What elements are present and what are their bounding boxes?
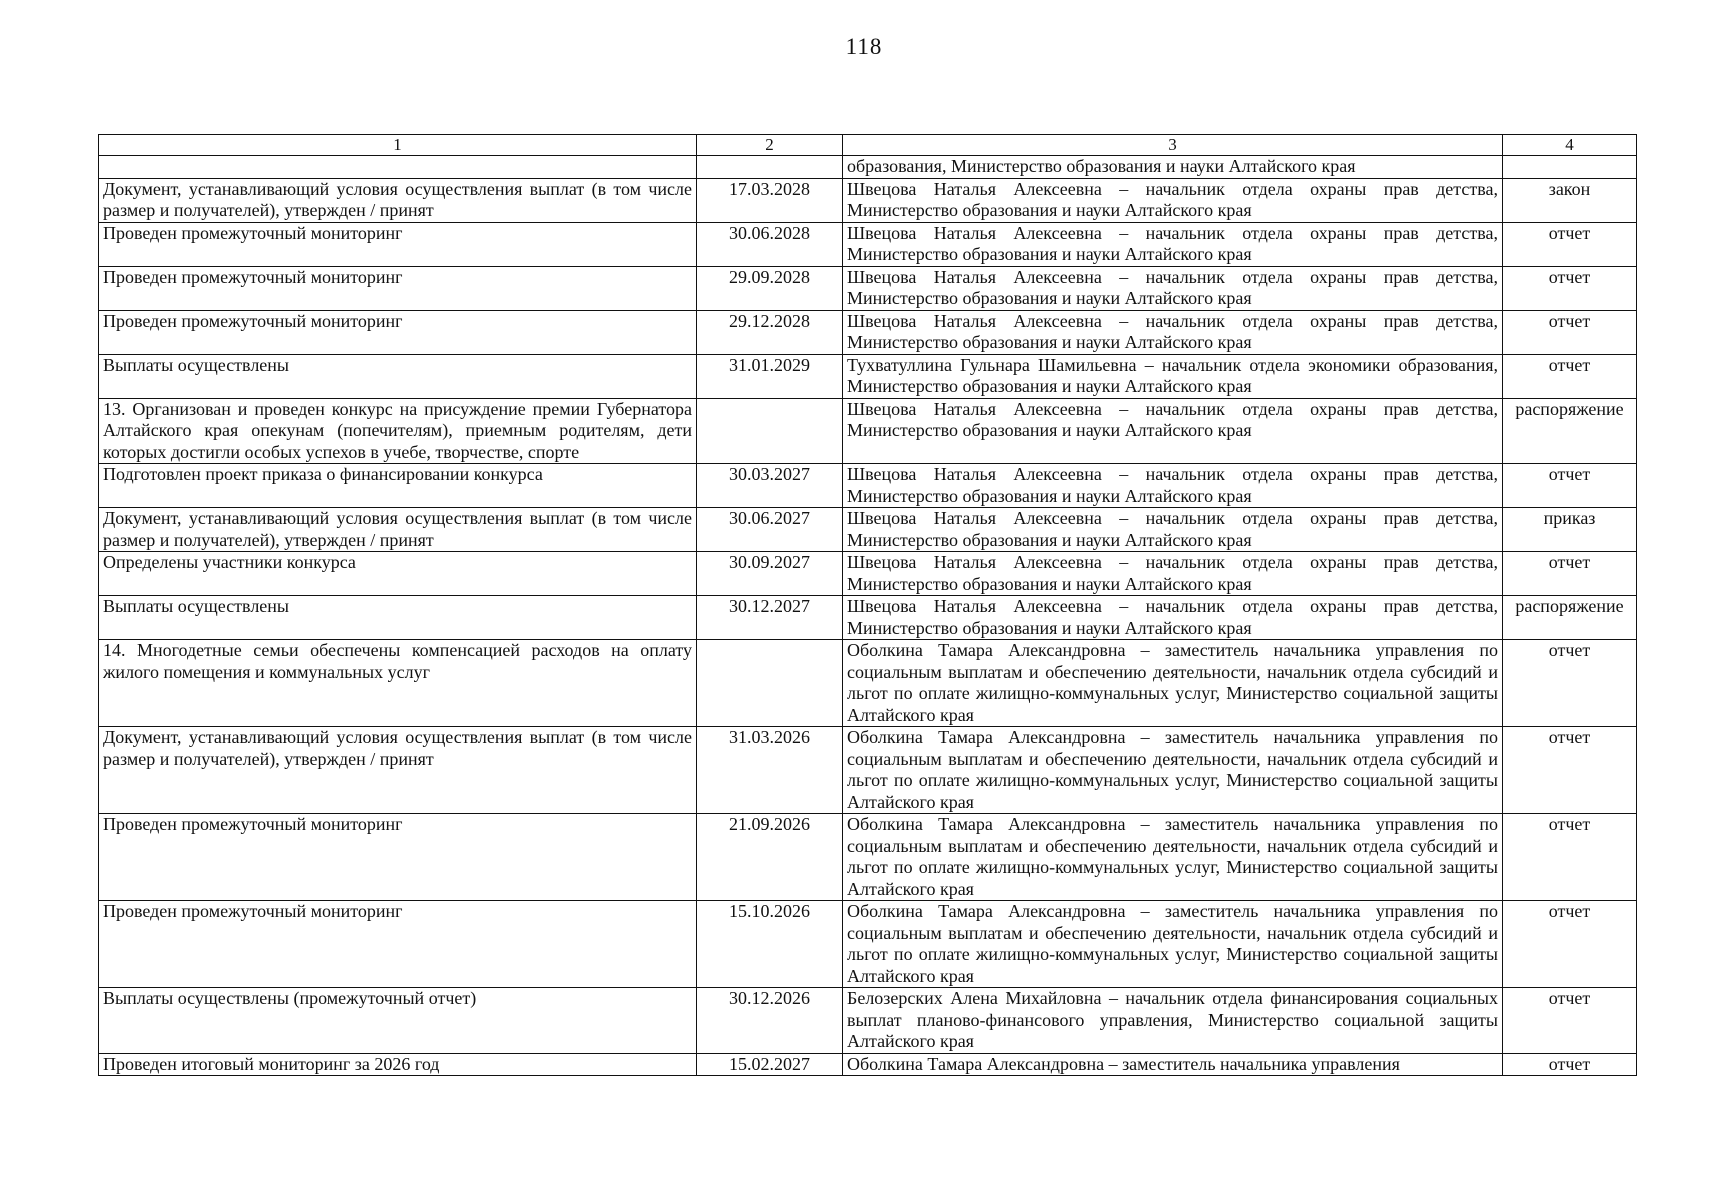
column-number-2: 2 (697, 135, 843, 156)
document-type-cell: отчет (1503, 266, 1637, 310)
date-cell (697, 398, 843, 464)
document-type-cell: приказ (1503, 508, 1637, 552)
date-cell: 21.09.2026 (697, 814, 843, 901)
event-cell: Проведен промежуточный мониторинг (99, 814, 697, 901)
responsible-cell: Швецова Наталья Алексеевна – начальник отдела охраны прав детства, Министерство образования и науки Алтайского края (843, 310, 1503, 354)
document-type-cell: отчет (1503, 1053, 1637, 1076)
document-type-cell: отчет (1503, 814, 1637, 901)
event-cell: 13. Организован и проведен конкурс на присуждение премии Губернатора Алтайского края опекунам (попечителям), приемным родителям, дети которых достигли особых успехов в учебе, творчестве, спорте (99, 398, 697, 464)
page-number: 118 (845, 34, 883, 59)
date-cell: 15.10.2026 (697, 901, 843, 988)
event-cell: Выплаты осуществлены (99, 596, 697, 640)
document-type-cell: отчет (1503, 901, 1637, 988)
responsible-cell: Оболкина Тамара Александровна – заместитель начальника управления по социальным выплатам и обеспечению деятельности, начальник отдела субсидий и льгот по оплате жилищно-коммунальных услуг, Министерство социальной защиты Алтайского края (843, 901, 1503, 988)
document-type-cell: распоряжение (1503, 398, 1637, 464)
table-row (99, 222, 1637, 266)
column-number-3: 3 (843, 135, 1503, 156)
document-type-cell: отчет (1503, 222, 1637, 266)
table-row (99, 814, 1637, 901)
table-row (99, 178, 1637, 222)
document-type-cell (1503, 156, 1637, 179)
event-cell: Документ, устанавливающий условия осуществления выплат (в том числе размер и получателей), утвержден / принят (99, 508, 697, 552)
table-row (99, 398, 1637, 464)
date-cell: 15.02.2027 (697, 1053, 843, 1076)
table-row (99, 354, 1637, 398)
responsible-cell: образования, Министерство образования и науки Алтайского края (843, 156, 1503, 179)
table-row (99, 310, 1637, 354)
responsible-cell: Белозерских Алена Михайловна – начальник отдела финансирования социальных выплат планово-финансового управления, Министерство социальной защиты Алтайского края (843, 988, 1503, 1054)
date-cell: 29.09.2028 (697, 266, 843, 310)
event-cell: Проведен промежуточный мониторинг (99, 266, 697, 310)
event-cell: Документ, устанавливающий условия осуществления выплат (в том числе размер и получателей), утвержден / принят (99, 178, 697, 222)
event-cell: Выплаты осуществлены (99, 354, 697, 398)
date-cell: 31.01.2029 (697, 354, 843, 398)
event-cell: Проведен итоговый мониторинг за 2026 год (99, 1053, 697, 1076)
responsible-cell: Швецова Наталья Алексеевна – начальник отдела охраны прав детства, Министерство образования и науки Алтайского края (843, 464, 1503, 508)
responsible-cell: Швецова Наталья Алексеевна – начальник отдела охраны прав детства, Министерство образования и науки Алтайского края (843, 222, 1503, 266)
document-type-cell: отчет (1503, 552, 1637, 596)
date-cell (697, 640, 843, 727)
date-cell: 17.03.2028 (697, 178, 843, 222)
document-type-cell: отчет (1503, 988, 1637, 1054)
responsible-cell: Швецова Наталья Алексеевна – начальник отдела охраны прав детства, Министерство образования и науки Алтайского края (843, 596, 1503, 640)
event-cell: Проведен промежуточный мониторинг (99, 222, 697, 266)
date-cell: 31.03.2026 (697, 727, 843, 814)
responsible-cell: Швецова Наталья Алексеевна – начальник отдела охраны прав детства, Министерство образования и науки Алтайского края (843, 508, 1503, 552)
responsible-cell: Оболкина Тамара Александровна – заместитель начальника управления по социальным выплатам и обеспечению деятельности, начальник отдела субсидий и льгот по оплате жилищно-коммунальных услуг, Министерство социальной защиты Алтайского края (843, 814, 1503, 901)
document-type-cell: отчет (1503, 464, 1637, 508)
event-cell: Выплаты осуществлены (промежуточный отчет) (99, 988, 697, 1054)
document-type-cell: закон (1503, 178, 1637, 222)
column-number-1: 1 (99, 135, 697, 156)
document-type-cell: отчет (1503, 354, 1637, 398)
table-row (99, 156, 1637, 179)
event-cell: Проведен промежуточный мониторинг (99, 901, 697, 988)
date-cell: 30.03.2027 (697, 464, 843, 508)
responsible-cell: Швецова Наталья Алексеевна – начальник отдела охраны прав детства, Министерство образования и науки Алтайского края (843, 552, 1503, 596)
column-number-row (99, 135, 1637, 156)
responsible-cell: Оболкина Тамара Александровна – заместитель начальника управления по социальным выплатам и обеспечению деятельности, начальник отдела субсидий и льгот по оплате жилищно-коммунальных услуг, Министерство социальной защиты Алтайского края (843, 640, 1503, 727)
responsible-cell: Швецова Наталья Алексеевна – начальник отдела охраны прав детства, Министерство образования и науки Алтайского края (843, 398, 1503, 464)
date-cell: 30.12.2027 (697, 596, 843, 640)
date-cell: 30.06.2028 (697, 222, 843, 266)
document-type-cell: распоряжение (1503, 596, 1637, 640)
event-cell: Документ, устанавливающий условия осуществления выплат (в том числе размер и получателей), утвержден / принят (99, 727, 697, 814)
table-row (99, 266, 1637, 310)
table-row (99, 640, 1637, 727)
responsible-cell: Швецова Наталья Алексеевна – начальник отдела охраны прав детства, Министерство образования и науки Алтайского края (843, 266, 1503, 310)
document-type-cell: отчет (1503, 640, 1637, 727)
date-cell: 29.12.2028 (697, 310, 843, 354)
column-number-4: 4 (1503, 135, 1637, 156)
event-cell: Проведен промежуточный мониторинг (99, 310, 697, 354)
date-cell (697, 156, 843, 179)
table-row (99, 1053, 1637, 1076)
table-row (99, 464, 1637, 508)
responsible-cell: Оболкина Тамара Александровна – заместитель начальника управления по социальным выплатам и обеспечению деятельности, начальник отдела субсидий и льгот по оплате жилищно-коммунальных услуг, Министерство социальной защиты Алтайского края (843, 727, 1503, 814)
table-row (99, 988, 1637, 1054)
schedule-table (98, 134, 1637, 1076)
document-type-cell: отчет (1503, 727, 1637, 814)
responsible-cell: Швецова Наталья Алексеевна – начальник отдела охраны прав детства, Министерство образования и науки Алтайского края (843, 178, 1503, 222)
event-cell: 14. Многодетные семьи обеспечены компенсацией расходов на оплату жилого помещения и коммунальных услуг (99, 640, 697, 727)
table-row (99, 596, 1637, 640)
date-cell: 30.06.2027 (697, 508, 843, 552)
event-cell (99, 156, 697, 179)
table-row (99, 727, 1637, 814)
document-type-cell: отчет (1503, 310, 1637, 354)
responsible-cell: Тухватуллина Гульнара Шамильевна – начальник отдела экономики образования, Министерство образования и науки Алтайского края (843, 354, 1503, 398)
event-cell: Определены участники конкурса (99, 552, 697, 596)
table-row (99, 901, 1637, 988)
table-row (99, 552, 1637, 596)
event-cell: Подготовлен проект приказа о финансировании конкурса (99, 464, 697, 508)
date-cell: 30.12.2026 (697, 988, 843, 1054)
responsible-cell: Оболкина Тамара Александровна – заместитель начальника управления (843, 1053, 1503, 1076)
date-cell: 30.09.2027 (697, 552, 843, 596)
table-row (99, 508, 1637, 552)
